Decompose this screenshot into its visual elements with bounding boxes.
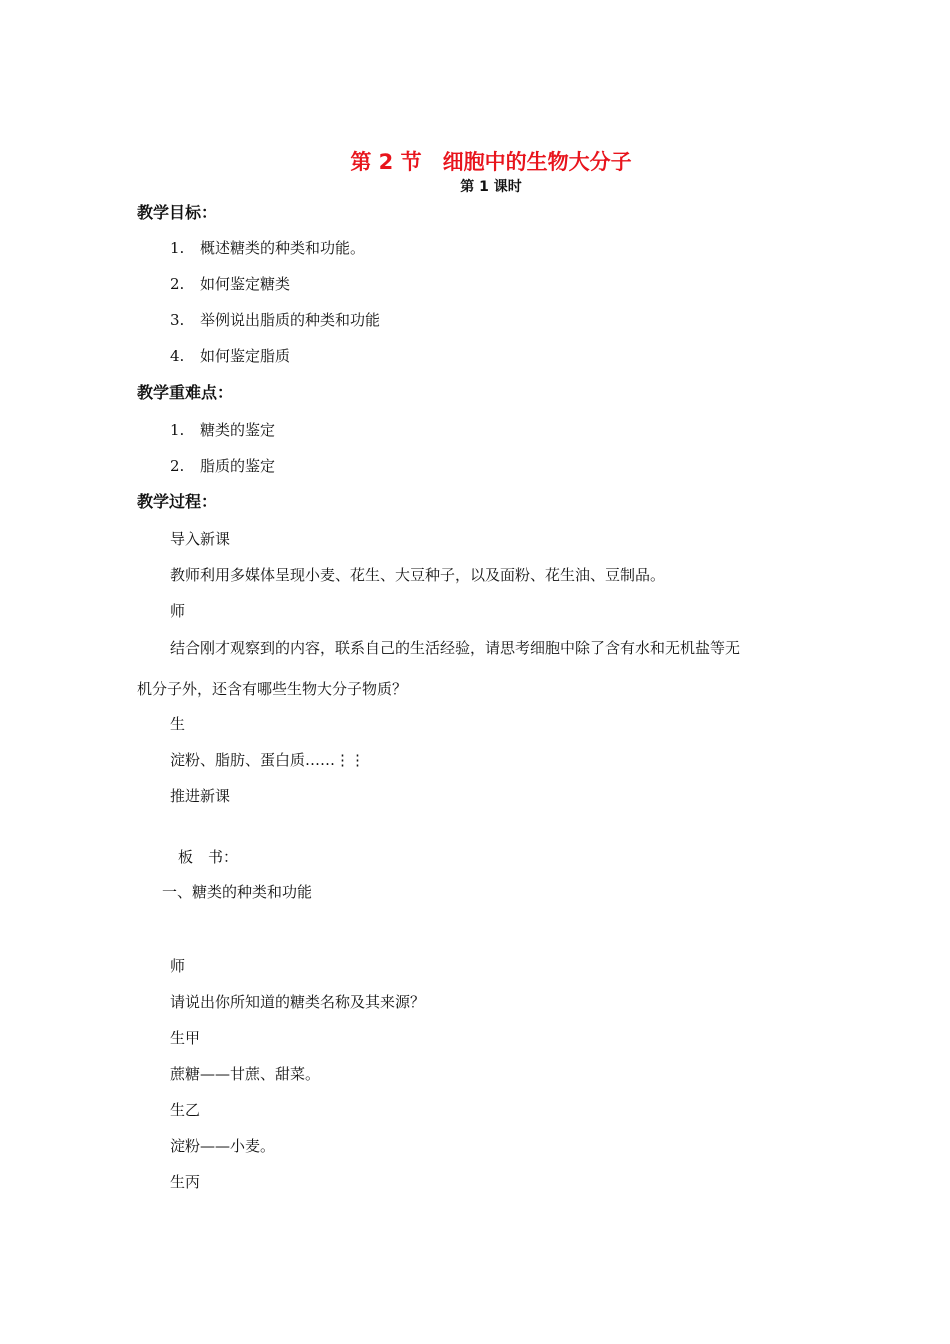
objective-item: [170, 274, 290, 294]
objective-number: 1.: [170, 239, 185, 257]
student-label: 生乙: [170, 1101, 201, 1119]
key-point-text: 脂质的鉴定: [200, 457, 276, 475]
question-line: 请说出你所知道的糖类名称及其来源？: [170, 993, 426, 1011]
advance-label: 推进新课: [170, 787, 231, 805]
student-label: 生: [170, 715, 186, 733]
board-label: 板 书：: [178, 848, 239, 866]
question-line: 机分子外，还含有哪些生物大分子物质？: [137, 680, 408, 698]
student-answer: 淀粉、脂肪、蛋白质……⋮⋮: [170, 751, 366, 769]
objective-text: 如何鉴定脂质: [200, 347, 291, 365]
key-point-item: [170, 420, 275, 440]
objective-text: 如何鉴定糖类: [200, 275, 291, 293]
objective-item: [170, 310, 380, 330]
objective-number: 3.: [170, 311, 185, 329]
intro-label: 导入新课: [170, 530, 231, 548]
objective-number: 4.: [170, 347, 185, 365]
teacher-label: 师: [170, 602, 186, 620]
teacher-label: 师: [170, 957, 186, 975]
objectives-heading: 教学目标：: [137, 203, 218, 222]
key-point-text: 糖类的鉴定: [200, 421, 276, 439]
student-label: 生丙: [170, 1173, 201, 1191]
student-answer: 蔗糖——甘蔗、甜菜。: [170, 1065, 321, 1083]
key-point-item: [170, 456, 275, 476]
key-points-heading: 教学重难点：: [137, 383, 234, 402]
question-line: 结合刚才观察到的内容，联系自己的生活经验，请思考细胞中除了含有水和无机盐等无: [170, 639, 741, 657]
objective-text: 概述糖类的种类和功能。: [200, 239, 366, 257]
process-heading: 教学过程：: [137, 492, 218, 511]
objective-item: [170, 238, 365, 258]
objective-item: [170, 346, 290, 366]
student-answer: 淀粉——小麦。: [170, 1137, 276, 1155]
key-point-number: 1.: [170, 421, 185, 439]
board-item: 一、糖类的种类和功能: [162, 883, 313, 901]
intro-text: 教师利用多媒体呈现小麦、花生、大豆种子，以及面粉、花生油、豆制品。: [170, 566, 666, 584]
key-point-number: 2.: [170, 457, 185, 475]
objective-number: 2.: [170, 275, 185, 293]
objective-text: 举例说出脂质的种类和功能: [200, 311, 381, 329]
lesson-subtitle: 第 1 课时: [460, 179, 522, 195]
page-title: 第 2 节 细胞中的生物大分子: [350, 150, 632, 174]
student-label: 生甲: [170, 1029, 201, 1047]
